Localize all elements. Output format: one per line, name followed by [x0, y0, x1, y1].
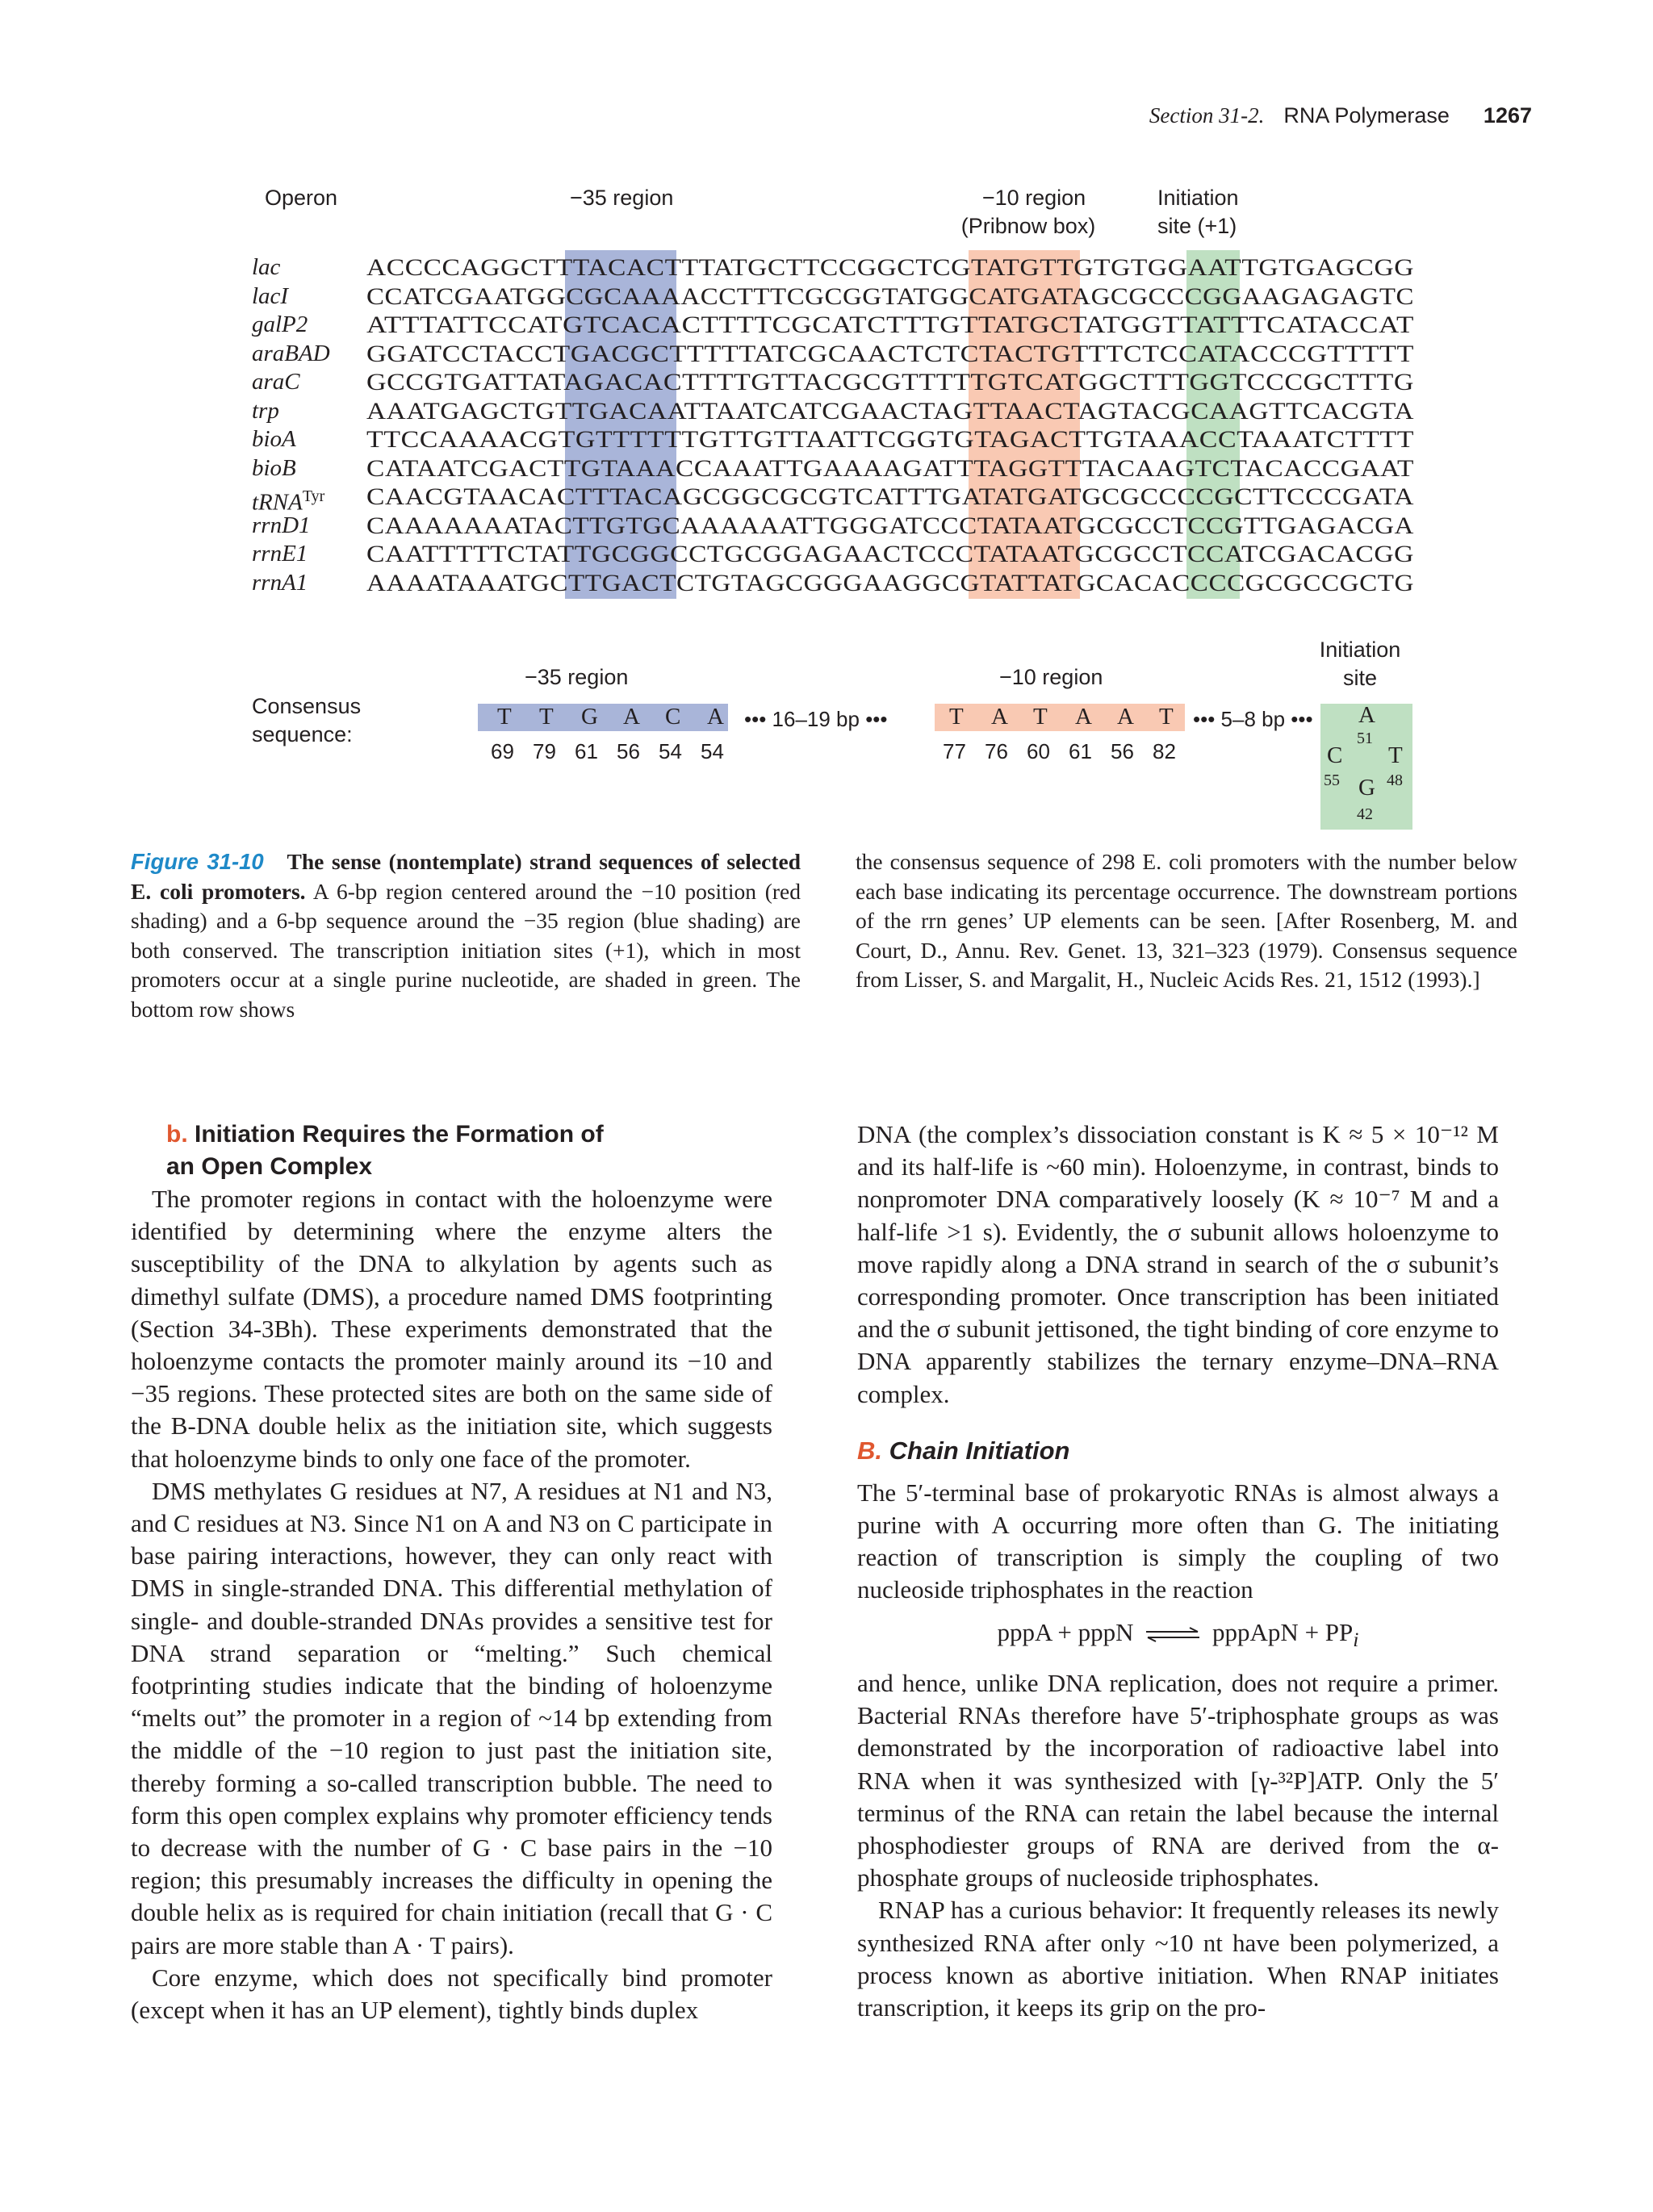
- consensus-base: A: [707, 704, 724, 730]
- section-heading-chain-initiation: [857, 1435, 1499, 1467]
- initiation-base: T: [1388, 742, 1403, 768]
- operon-name: rrnA1: [252, 569, 308, 596]
- promoter-sequence: CAACGTAACACTTTACAGCGGCGCGTCATTTGATATGATGCGCCCCGCTTCCCGATA: [366, 483, 1414, 510]
- consensus-base: A: [991, 704, 1008, 730]
- consensus-percent: 82: [1153, 739, 1176, 763]
- minus10-header-line2: (Pribnow box): [960, 214, 1096, 238]
- consensus-percent: 56: [617, 739, 640, 763]
- spacer-16-19bp: ••• 16–19 bp •••: [744, 707, 888, 731]
- operon-name: rrnD1: [252, 512, 311, 538]
- right-paragraph-4: RNAP has a curious behavior: It frequently releases its newly synthesized RNA after only ~10 nt have been polymerized, a process known as abortive initiation. When RNAP initiates transcription, it keeps its grip on the pro-: [857, 1896, 1499, 2022]
- spacer-5-8bp: ••• 5–8 bp •••: [1193, 707, 1313, 731]
- figure-promoter-sequences: [0, 0, 1653, 847]
- consensus-base: T: [539, 704, 554, 730]
- consensus-base: A: [1075, 704, 1092, 730]
- consensus-percent: 60: [1027, 739, 1050, 763]
- consensus-base: T: [1033, 704, 1048, 730]
- section-title: RNA Polymerase: [1283, 103, 1450, 128]
- consensus-base: T: [949, 704, 964, 730]
- consensus-init-line2: site: [1342, 666, 1378, 690]
- consensus-minus35-header: −35 region: [525, 665, 629, 689]
- section-heading-text: Chain Initiation: [889, 1436, 1070, 1465]
- left-paragraph-1: The promoter regions in contact with the holoenzyme were identified by determining where the enzyme alters the susceptibility of the DNA to alkylation by agents such as dimethyl sulfate (DMS), a procedure named DMS footprinting (Section 34-3Bh). These experiments demonstrated that the holoenzyme contacts the promoter mainly around its −10 and −35 regions. These protected sites are both on the same side of the B-DNA double helix as the initiation site, which suggests that holoenzyme binds to only one face of the promoter.: [131, 1185, 772, 1473]
- consensus-percent: 56: [1111, 739, 1134, 763]
- right-paragraph-2: The 5′-terminal base of prokaryotic RNAs is almost always a purine with A occurring more often than G. The initiating reaction of transcription is simply the coupling of two nucleoside triphosphates in the reaction: [857, 1478, 1499, 1604]
- left-paragraph-2: DMS methylates G residues at N7, A residues at N1 and N3, and C residues at N3. Since N1 on A and N3 on C participate in base pairing interactions, however, they can only react with DMS in single-stranded DNA. This differential methylation of single- and double-stranded DNAs provides a sensitive test for DNA strand separation or “melting.” Such chemical footprinting studies indicate that the binding of holoenzyme “melts out” the promoter in a region of ~14 bp extending from the middle of the −10 region to just past the initiation site, thereby forming a so-called transcription bubble. The need to form this open complex explains why promoter efficiency tends to decrease with the number of G · C base pairs in the −10 region; this presumably increases the difficulty in opening the double helix as is required for chain initiation (recall that G · C pairs are more stable than A · T pairs).: [131, 1476, 772, 1959]
- equilibrium-arrow-icon: [1145, 1627, 1201, 1643]
- operon-name: araC: [252, 369, 300, 395]
- page-number: 1267: [1483, 103, 1532, 128]
- caption-left-text: A 6-bp region centered around the −10 position (red shading) and a 6-bp sequence around the −35 region (blue shading) are both conserved. The transcription initiation sites (+1), which in most promoters occur at a single purine nucleotide, are shaded in green. The bottom row shows: [131, 878, 801, 1022]
- reaction-equation: [857, 1616, 1499, 1656]
- consensus-base: T: [1159, 704, 1174, 730]
- subsection-heading-line2: an Open Complex: [166, 1153, 373, 1180]
- consensus-percent: 79: [533, 739, 556, 763]
- operon-name: tRNA: [252, 489, 303, 516]
- operon-name: bioB: [252, 454, 296, 481]
- initiation-header-line2: site (+1): [1157, 214, 1237, 238]
- consensus-percent: 61: [1069, 739, 1092, 763]
- caption-title: The sense (nontemplate) strand sequences of selected E. coli promoters.: [131, 849, 801, 904]
- equation-subscript: i: [1353, 1627, 1359, 1651]
- initiation-percent: 48: [1387, 771, 1403, 789]
- right-paragraph-3: and hence, unlike DNA replication, does not require a primer. Bacterial RNAs therefore have 5′-triphosphate groups as was demonstrated by the incorporation of radioactive label into RNA when it was synthesized with [γ-³²P]ATP. Only the 5′ terminus of the RNA can retain the label because the internal phosphodiester groups of RNA are derived from the α-phosphate groups of nucleoside triphosphates.: [857, 1669, 1499, 1892]
- initiation-percent: 51: [1357, 730, 1373, 747]
- promoter-sequence: ACCCCAGGCTTTACACTTTATGCTTCCGGCTCGTATGTTGTGTGGAATTGTGAGCGG: [366, 254, 1414, 281]
- consensus-base: A: [1117, 704, 1134, 730]
- figure-label: Figure 31-10: [131, 849, 264, 874]
- right-text-column: [857, 1119, 1499, 2024]
- section-letter: B.: [857, 1436, 882, 1465]
- consensus-percent: 61: [575, 739, 598, 763]
- operon-name: araBAD: [252, 340, 330, 366]
- figure-caption-left: [131, 847, 801, 1024]
- operon-name: bioA: [252, 426, 296, 452]
- operon-name: lac: [252, 254, 281, 280]
- subsection-heading-line1: Initiation Requires the Formation of: [195, 1121, 604, 1148]
- operon-name: lacI: [252, 282, 289, 309]
- operon-name: galP2: [252, 312, 308, 337]
- consensus-base: G: [581, 704, 598, 730]
- promoter-sequence: CAATTTTTCTATTGCGGCCTGCGGAGAACTCCCTATAATGCGCCTCCATCGACACGG: [366, 541, 1414, 567]
- consensus-label-line1: Consensus: [252, 694, 362, 718]
- consensus-percent: 54: [659, 739, 682, 763]
- initiation-base: G: [1358, 775, 1375, 801]
- operon-name: rrnE1: [252, 541, 308, 567]
- promoter-sequence: CCATCGAATGGCGCAAAACCTTTCGCGGTATGGCATGATAGCGCCCGGAAGAGAGTC: [366, 282, 1414, 310]
- initiation-percent: 42: [1357, 805, 1373, 823]
- operon-name-superscript: Tyr: [302, 487, 325, 505]
- figure-caption-right: [856, 847, 1517, 995]
- consensus-percent: 77: [943, 739, 966, 763]
- equation-right: pppApN + PP: [1212, 1617, 1354, 1646]
- promoter-sequence: GGATCCTACCTGACGCTTTTTATCGCAACTCTCTACTGTTTCTCCATACCCGTTTTT: [366, 340, 1414, 367]
- consensus-label-line2: sequence:: [252, 722, 353, 746]
- section-number: Section 31-2.: [1149, 103, 1265, 128]
- equation-left: pppA + pppN: [997, 1617, 1134, 1646]
- consensus-percent: 54: [701, 739, 724, 763]
- right-paragraph-1: DNA (the complex’s dissociation constant is K ≈ 5 × 10⁻¹² M and its half-life is ~60 min). Holoenzyme, in contrast, binds to nonpromoter DNA comparatively loosely (K ≈ 10⁻⁷ M and a half-life >1 s). Evidently, the σ subunit allows holoenzyme to move rapidly along a DNA strand in search of the σ subunit’s corresponding promoter. Once transcription has been initiated and the σ subunit jettisoned, the tight binding of core enzyme to DNA apparently stabilizes the ternary enzyme–DNA–RNA complex.: [857, 1120, 1499, 1408]
- initiation-base: C: [1327, 742, 1343, 768]
- promoter-sequence: CAAAAAAATACTTGTGCAAAAAATTGGGATCCCTATAATGCGCCTCCGTTGAGACGA: [366, 512, 1414, 539]
- consensus-percent: 76: [985, 739, 1008, 763]
- minus10-header-line1: −10 region: [981, 186, 1086, 210]
- consensus-base: A: [623, 704, 640, 730]
- promoter-sequence: AAAATAAATGCTTGACTCTGTAGCGGGAAGGCGTATTATGCACACCCCGCGCCGCTG: [366, 569, 1414, 596]
- consensus-percent: 69: [491, 739, 514, 763]
- operon-column-header: Operon: [265, 186, 338, 210]
- operon-name: trp: [252, 397, 279, 424]
- caption-right-text: the consensus sequence of 298 E. coli promoters with the number below each base indicating its percentage occurrence. The downstream portions of the rrn genes’ UP elements can be seen. [After Rosenberg, M. and Court, D., Annu. Rev. Genet. 13, 321–323 (1979). Consensus sequence from Lisser, S. and Margalit, H., Nucleic Acids Res. 21, 1512 (1993).]: [856, 849, 1517, 992]
- consensus-base: C: [665, 704, 681, 730]
- promoter-sequence: ATTTATTCCATGTCACACTTTTCGCATCTTTGTTATGCTATGGTTATTTCATACCAT: [366, 312, 1414, 338]
- minus35-column-header: −35 region: [570, 186, 674, 210]
- subsection-letter: b.: [166, 1121, 188, 1148]
- consensus-minus10-header: −10 region: [999, 665, 1103, 689]
- initiation-base: A: [1358, 702, 1375, 728]
- consensus-base: T: [497, 704, 512, 730]
- subsection-heading-b: [131, 1119, 772, 1183]
- promoter-sequence: GCCGTGATTATAGACACTTTTGTTACGCGTTTTTGTCATGGCTTTGGTCCCGCTTTG: [366, 369, 1414, 395]
- consensus-init-line1: Initiation: [1319, 638, 1401, 662]
- promoter-sequence: AAATGAGCTGTTGACAATTAATCATCGAACTAGTTAACTAGTACGCAAGTTCACGTA: [366, 397, 1414, 424]
- initiation-header-line1: Initiation: [1157, 186, 1239, 210]
- promoter-sequence: CATAATCGACTTGTAAACCAAATTGAAAAGATTTAGGTTTACAAGTCTACACCGAAT: [366, 454, 1414, 482]
- consensus-sequence: [0, 0, 1653, 847]
- initiation-percent: 55: [1324, 771, 1340, 789]
- left-text-column: [131, 1119, 772, 2026]
- left-paragraph-3: Core enzyme, which does not specifically bind promoter (except when it has an UP element), tightly binds duplex: [131, 1963, 772, 2025]
- promoter-sequence: TTCCAAAACGTGTTTTTTGTTGTTAATTCGGTGTAGACTTGTAAACCTAAATCTTTT: [366, 426, 1414, 453]
